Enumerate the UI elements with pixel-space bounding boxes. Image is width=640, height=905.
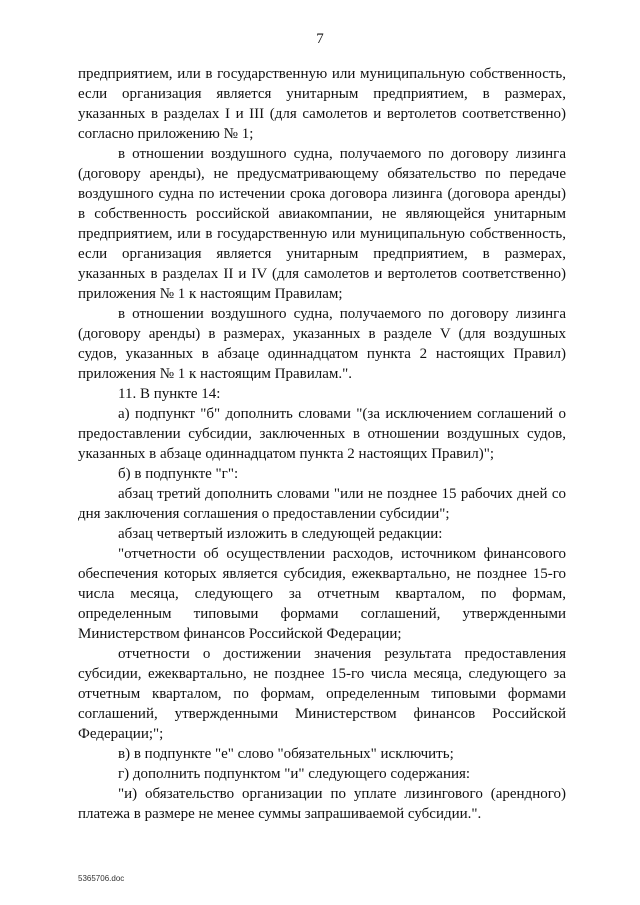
paragraph: абзац четвертый изложить в следующей редакции: <box>118 526 443 542</box>
page-number: 7 <box>316 31 324 47</box>
paragraph: предприятием, или в государственную или муниципальную собственность, если организация является унитарным предприятием, в размерах, указанных в разделах I и III (для самолетов и вертолетов соответственно) согласно приложению № 1; <box>78 66 566 142</box>
paragraph: в отношении воздушного судна, получаемого по договору лизинга (договору аренды) в размерах, указанных в разделе V (для воздушных судов, указанных в абзаце одиннадцатом пункта 2 настоящих Правил) приложения № 1 к настоящим Правилам.". <box>78 306 566 382</box>
paragraph: в отношении воздушного судна, получаемого по договору лизинга (договору аренды), не предусматривающему обязательство по передаче воздушного судна по истечении срока договора лизинга (договора аренды) в собственность российской авиакомпании, не являющейся унитарным предприятием, или в государственную или муниципальную собственность, если организация является унитарным предприятием, в размерах, указанных в разделах II и IV (для самолетов и вертолетов соответственно) приложения № 1 к настоящим Правилам; <box>78 146 566 302</box>
paragraph: г) дополнить подпунктом "и" следующего содержания: <box>118 766 471 782</box>
paragraph: "отчетности об осуществлении расходов, источником финансового обеспечения которых является субсидия, ежеквартально, не позднее 15-го числа месяца, следующего за отчетным кварталом, по формам, определенным типовыми формами соглашений, утвержденными Министерством финансов Российской Федерации; <box>78 546 566 642</box>
paragraph: а) подпункт "б" дополнить словами "(за исключением соглашений о предоставлении субсидии, заключенных в отношении воздушных судов, указанных в абзаце одиннадцатом пункта 2 настоящих Правил)"; <box>78 406 566 462</box>
paragraph: "и) обязательство организации по уплате лизингового (арендного) платежа в размере не менее суммы запрашиваемой субсидии.". <box>78 786 566 822</box>
paragraph: в) в подпункте "е" слово "обязательных" исключить; <box>118 746 454 762</box>
paragraph: отчетности о достижении значения результата предоставления субсидии, ежеквартально, не позднее 15-го числа месяца, следующего за отчетным кварталом, по формам, определенным типовыми формами соглашений, утвержденными Министерством финансов Российской Федерации;"; <box>78 646 566 742</box>
paragraph: 11. В пункте 14: <box>118 386 221 402</box>
paragraph: б) в подпункте "г": <box>118 466 239 482</box>
document-body <box>78 64 566 824</box>
footer-filename: 5365706.doc <box>78 874 125 883</box>
paragraph: абзац третий дополнить словами "или не позднее 15 рабочих дней со дня заключения соглашения о предоставлении субсидии"; <box>78 486 566 522</box>
